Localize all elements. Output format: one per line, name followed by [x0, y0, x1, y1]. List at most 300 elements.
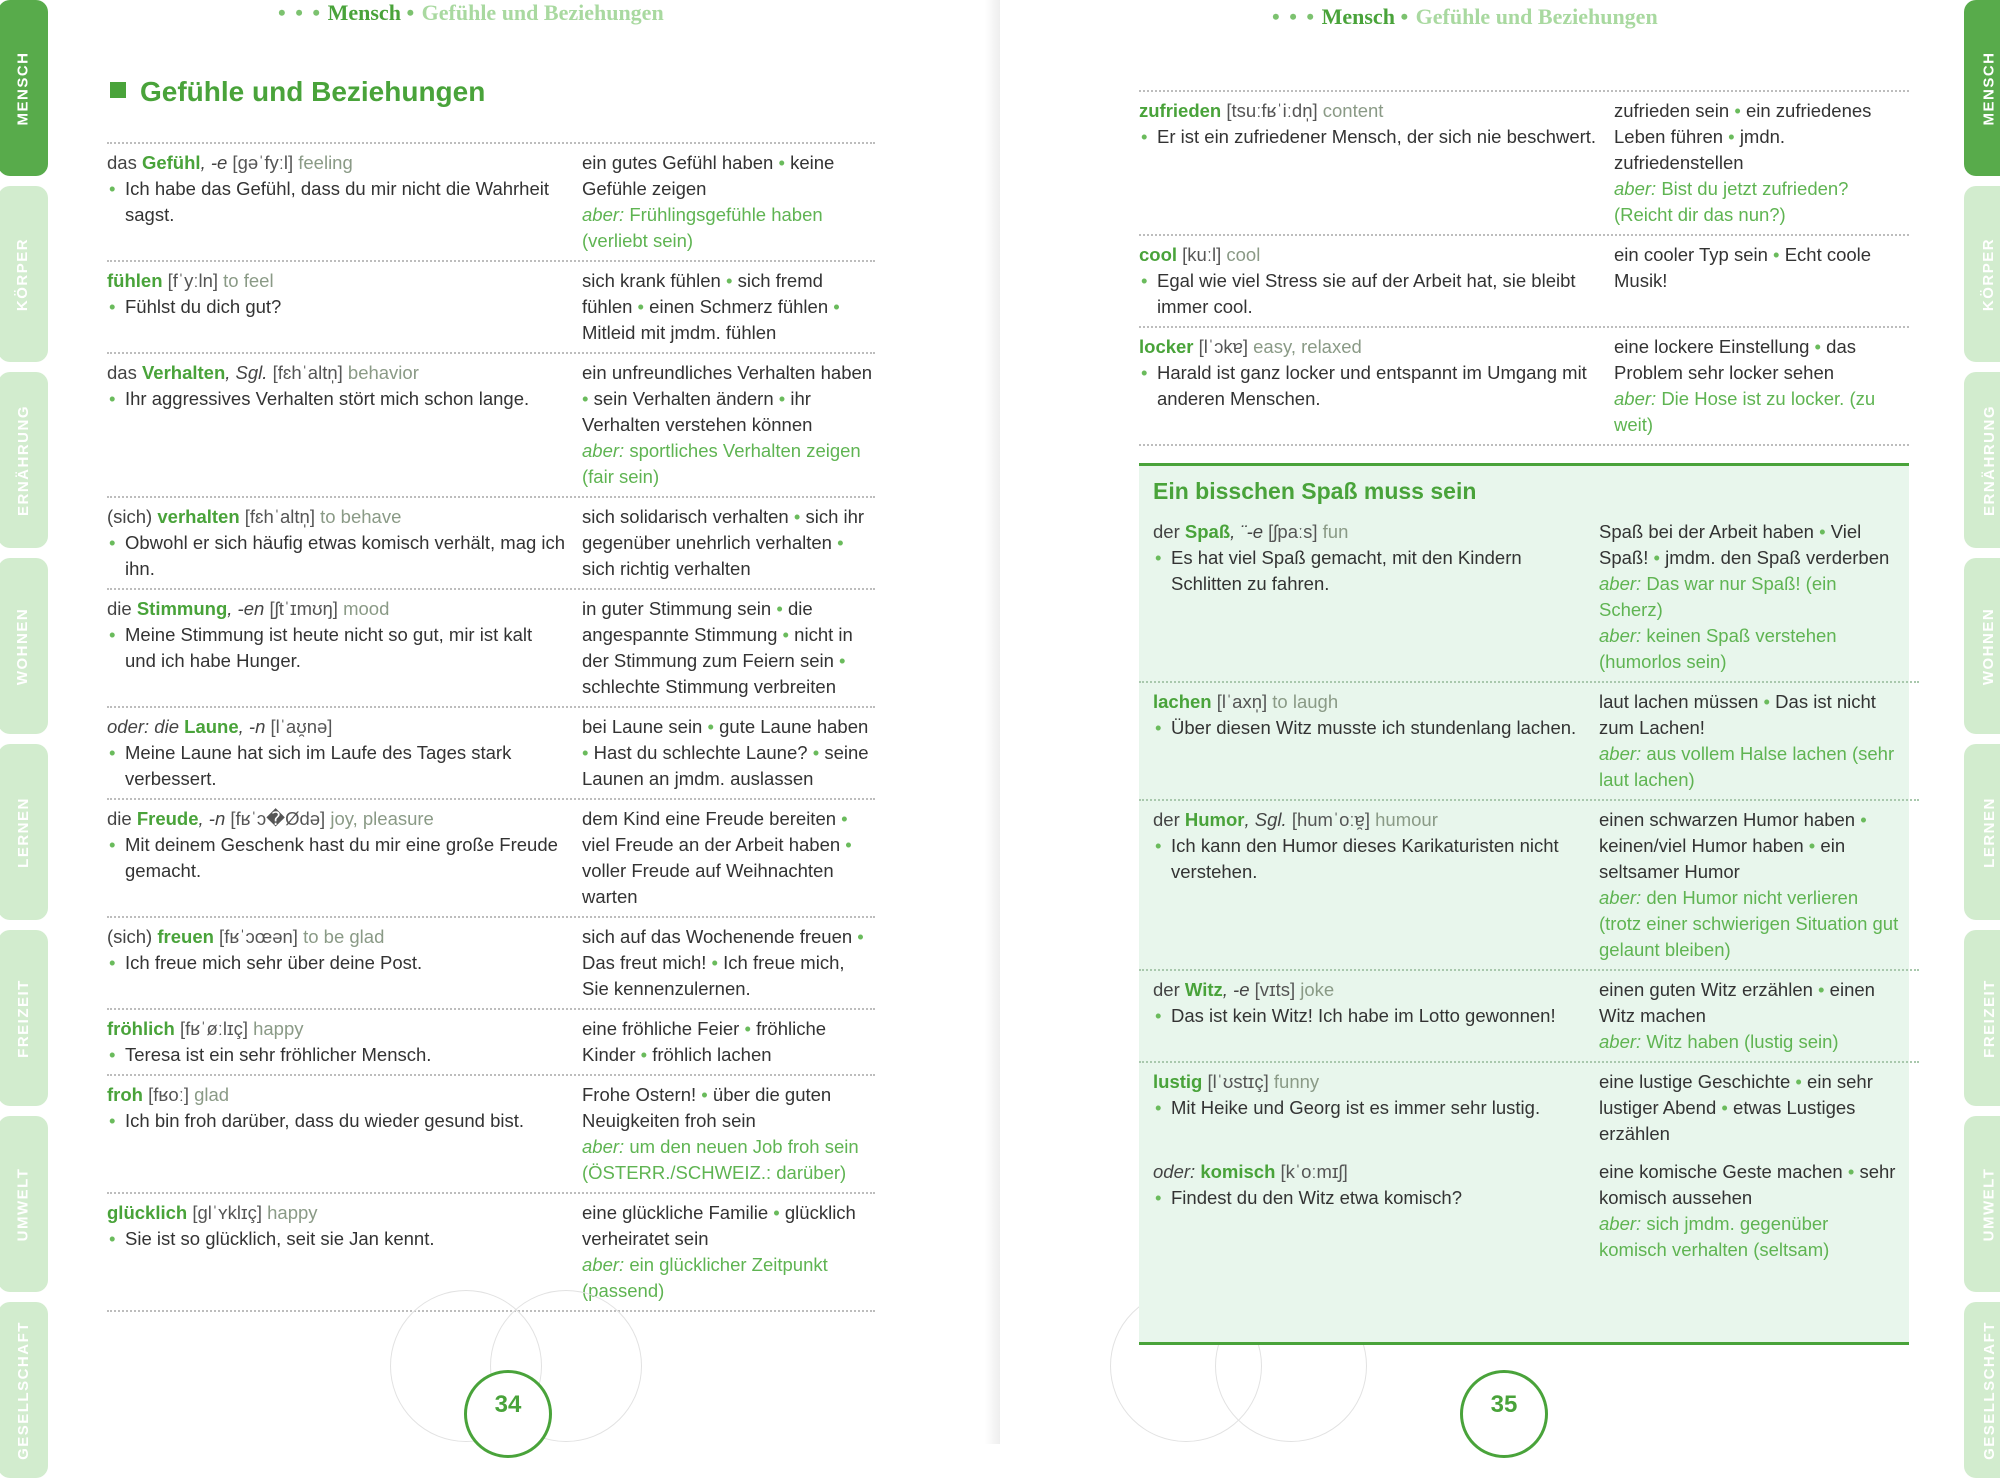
aber-label: aber:: [1614, 178, 1657, 199]
aber-note: [1599, 623, 1899, 675]
entry-headword-line: [1153, 807, 1584, 833]
tab-wohnen-left[interactable]: WOHNEN: [0, 558, 48, 734]
aber-note: [582, 438, 875, 490]
aber-text: um den neuen Job froh sein (ÖSTERR./SCHWEIZ.: darüber): [582, 1136, 859, 1183]
phrase: sich richtig verhalten: [582, 558, 751, 579]
phrase: sich solidarisch verhalten: [582, 506, 789, 527]
entry-headword-line: [107, 268, 567, 294]
translation: happy: [247, 1018, 304, 1039]
headword: Spaß: [1184, 521, 1231, 542]
aber-text: sich jmdm. gegenüber komisch verhalten (seltsam): [1599, 1213, 1830, 1260]
tab-gesellschaft-right[interactable]: GESELLSCHAFT: [1964, 1302, 2000, 1478]
pronunciation: [lˈaʊ̯nə]: [265, 716, 333, 737]
headword: Verhalten: [141, 362, 226, 383]
aber-label: aber:: [1599, 1031, 1642, 1052]
phrase: eine glückliche Familie: [582, 1202, 769, 1223]
phrase: eine lustige Geschichte: [1599, 1071, 1791, 1092]
headword: freuen: [157, 926, 214, 947]
phrase-list: [1599, 977, 1899, 1029]
entry-collocations: [1599, 1159, 1899, 1263]
article: (sich): [107, 506, 158, 527]
vocab-entry: [1139, 801, 1919, 971]
aber-note: [582, 202, 875, 254]
aber-text: Bist du jetzt zufrieden? (Reicht dir das nun?): [1614, 178, 1849, 225]
phrase: einen Schmerz fühlen: [649, 296, 829, 317]
bullet-separator-icon: •: [773, 388, 791, 409]
phrase: ein seltsamer Humor: [1599, 835, 1846, 882]
bullet-separator-icon: •: [706, 952, 724, 973]
phrase: schlechte Stimmung verbreiten: [582, 676, 836, 697]
aber-label: aber:: [1599, 625, 1642, 646]
example-sentence: • Meine Laune hat sich im Laufe des Tages stark verbessert.: [107, 740, 567, 792]
left-page: [0, 0, 1000, 1460]
entry-collocations: [1614, 98, 1907, 228]
phrase-list: [582, 1082, 875, 1134]
phrase: sich fremd fühlen: [582, 270, 823, 317]
example-sentence: • Ich kann den Humor dieses Karikaturisten nicht verstehen.: [1153, 833, 1584, 885]
pronunciation: [fˈyːln]: [162, 270, 219, 291]
bullet-separator-icon: •: [771, 598, 788, 619]
translation: fun: [1317, 521, 1349, 542]
vocab-entry: [107, 1010, 875, 1076]
article: die: [107, 808, 137, 829]
entry-collocations: [582, 360, 875, 490]
bullet-separator-icon: •: [582, 742, 594, 763]
entry-collocations: [582, 596, 875, 700]
article: oder: die: [107, 716, 185, 737]
running-head-left: • • • Mensch • Gefühle und Beziehungen: [278, 0, 664, 25]
bullet-separator-icon: •: [1803, 835, 1821, 856]
section-title: Gefühle und Beziehungen: [110, 76, 485, 108]
phrase: seine Launen an jmdm. auslassen: [582, 742, 869, 789]
translation: to feel: [218, 270, 274, 291]
entry-collocations: [582, 714, 875, 792]
example-sentence: • Egal wie viel Stress sie auf der Arbeit hat, sie bleibt immer cool.: [1139, 268, 1599, 320]
aber-label: aber:: [1599, 573, 1642, 594]
headword: cool: [1139, 244, 1178, 265]
aber-label: aber:: [582, 1254, 625, 1275]
tab-freizeit-left[interactable]: FREIZEIT: [0, 930, 48, 1106]
bullet-separator-icon: •: [1648, 547, 1666, 568]
phrase: Hast du schlechte Laune?: [593, 742, 808, 763]
entry-collocations: [1614, 242, 1907, 320]
example-sentence: • Ich freue mich sehr über deine Post.: [107, 950, 567, 976]
bullet-separator-icon: •: [702, 716, 720, 737]
phrase: eine lockere Einstellung: [1614, 336, 1810, 357]
pronunciation: [ʃpaːs]: [1263, 521, 1318, 542]
aber-label: aber:: [582, 1136, 625, 1157]
headword: glücklich: [107, 1202, 188, 1223]
aber-text: den Humor nicht verlieren (trotz einer schwierigen Situation gut gelaunt bleiben): [1599, 887, 1899, 960]
aber-text: Witz haben (lustig sein): [1646, 1031, 1839, 1052]
entry-collocations: [582, 268, 875, 346]
entry-main: [107, 806, 582, 910]
aber-text: Frühlingsgefühle haben (verliebt sein): [582, 204, 823, 251]
phrase: in guter Stimmung sein: [582, 598, 772, 619]
phrase-list: [1599, 807, 1899, 885]
article: die: [107, 598, 137, 619]
vocab-entry: [107, 708, 875, 800]
example-sentence: • Meine Stimmung ist heute nicht so gut, mir ist kalt und ich habe Hunger.: [107, 622, 567, 674]
entry-main: [107, 714, 582, 792]
phrase: voller Freude auf Weihnachten warten: [582, 860, 834, 907]
pronunciation: [tsuːfʁˈiːdn̩]: [1221, 100, 1318, 121]
example-sentence: • Sie ist so glücklich, seit sie Jan kennt.: [107, 1226, 567, 1252]
fun-vocabulary-box: [1139, 463, 1909, 1345]
grammar-info: , -n: [238, 716, 266, 737]
entry-main: [1139, 807, 1599, 963]
entry-collocations: [582, 150, 875, 254]
translation: glad: [188, 1084, 230, 1105]
entry-headword-line: [1153, 519, 1584, 545]
bullet-separator-icon: •: [852, 926, 864, 947]
bullet-separator-icon: •: [788, 506, 806, 527]
aber-label: aber:: [1599, 887, 1642, 908]
phrase: über die guten Neuigkeiten froh sein: [582, 1084, 832, 1131]
aber-note: [1599, 741, 1899, 793]
pronunciation: [fʁˈɔœən]: [213, 926, 298, 947]
vocab-entry: [1139, 683, 1919, 801]
entry-headword-line: [107, 1200, 567, 1226]
tab-lernen-right[interactable]: LERNEN: [1964, 744, 2000, 920]
vocab-entry: [1139, 513, 1919, 683]
aber-note: [582, 1252, 875, 1304]
phrase: einen schwarzen Humor haben: [1599, 809, 1856, 830]
entry-main: [1139, 977, 1599, 1055]
phrase: sich krank fühlen: [582, 270, 721, 291]
phrase: Das ist nicht zum Lachen!: [1599, 691, 1876, 738]
example-sentence: • Teresa ist ein sehr fröhlicher Mensch.: [107, 1042, 567, 1068]
article: das: [107, 362, 142, 383]
headword: Freude: [136, 808, 199, 829]
pronunciation: [gəˈfyːl]: [227, 152, 294, 173]
vocab-entry: [107, 918, 875, 1010]
headword: verhalten: [157, 506, 240, 527]
phrase: Spaß bei der Arbeit haben: [1599, 521, 1814, 542]
pronunciation: [ʃtˈɪmʊŋ]: [264, 598, 338, 619]
headword: froh: [107, 1084, 143, 1105]
pronunciation: [lˈaxn̩]: [1211, 691, 1268, 712]
entry-main: [107, 924, 582, 1002]
bullet-separator-icon: •: [1855, 809, 1867, 830]
phrase: sich ihr gegenüber unehrlich verhalten: [582, 506, 865, 553]
box-title: Ein bisschen Spaß muss sein: [1153, 478, 1477, 504]
bullet-separator-icon: •: [1809, 336, 1827, 357]
aber-label: aber:: [1599, 743, 1642, 764]
translation: funny: [1268, 1071, 1320, 1092]
aber-label: aber:: [582, 440, 625, 461]
translation: to behave: [314, 506, 402, 527]
tab-mensch-left[interactable]: MENSCH: [0, 0, 48, 176]
entry-headword-line: [107, 806, 567, 832]
bullet-separator-icon: •: [720, 270, 738, 291]
example-sentence: • Es hat viel Spaß gemacht, mit den Kindern Schlitten zu fahren.: [1153, 545, 1584, 597]
tab-ernaehrung-left[interactable]: ERNÄHRUNG: [0, 372, 48, 548]
aber-note: [1599, 1211, 1899, 1263]
aber-text: keinen Spaß verstehen (humorlos sein): [1599, 625, 1837, 672]
example-sentence: • Ich bin froh darüber, dass du wieder gesund bist.: [107, 1108, 567, 1134]
bullet-separator-icon: •: [833, 650, 846, 671]
entry-main: [107, 268, 582, 346]
vocab-entry: [107, 354, 875, 498]
bullet-separator-icon: •: [635, 1044, 653, 1065]
phrase: viel Freude an der Arbeit haben: [582, 834, 841, 855]
phrase: Das freut mich!: [582, 952, 707, 973]
phrase-list: [1599, 1069, 1899, 1147]
phrase: ein zufriedenes Leben führen: [1614, 100, 1872, 147]
entry-main: [1139, 334, 1614, 438]
phrase-list: [582, 1200, 875, 1252]
article: der: [1153, 809, 1185, 830]
phrase: nicht in der Stimmung zum Feiern sein: [582, 624, 853, 671]
phrase: ein gutes Gefühl haben: [582, 152, 774, 173]
tab-umwelt-left[interactable]: UMWELT: [0, 1116, 48, 1292]
entry-collocations: [582, 1200, 875, 1304]
phrase: das Problem sehr locker sehen: [1614, 336, 1856, 383]
bullet-separator-icon: •: [1790, 1071, 1808, 1092]
bullet-separator-icon: •: [1716, 1097, 1734, 1118]
translation: to be glad: [297, 926, 385, 947]
entry-main: [107, 1016, 582, 1068]
tab-koerper-right[interactable]: KÖRPER: [1964, 186, 2000, 362]
bullet-separator-icon: •: [807, 742, 825, 763]
phrase-list: [582, 360, 875, 438]
headword: Stimmung: [136, 598, 228, 619]
grammar-info: , ¨-e: [1230, 521, 1264, 542]
phrase: eine komische Geste machen: [1599, 1161, 1843, 1182]
aber-label: aber:: [1614, 388, 1657, 409]
vocab-entry: [1139, 1063, 1919, 1153]
bullet-separator-icon: •: [1842, 1161, 1860, 1182]
tab-gesellschaft-left[interactable]: GESELLSCHAFT: [0, 1302, 48, 1478]
translation: cool: [1221, 244, 1261, 265]
pronunciation: [humˈoːɐ̯]: [1286, 809, 1370, 830]
article: (sich): [107, 926, 158, 947]
phrase: bei Laune sein: [582, 716, 703, 737]
phrase-list: [582, 150, 875, 202]
example-sentence: • Ich habe das Gefühl, dass du mir nicht die Wahrheit sagst.: [107, 176, 567, 228]
bullet-separator-icon: •: [1723, 126, 1740, 147]
headword: Humor: [1184, 809, 1245, 830]
bullet-separator-icon: •: [828, 296, 840, 317]
phrase-list: [1614, 334, 1907, 386]
entry-collocations: [582, 1016, 875, 1068]
aber-label: aber:: [582, 204, 625, 225]
phrase-list: [1599, 689, 1899, 741]
entry-headword-line: [107, 596, 567, 622]
example-sentence: • Das ist kein Witz! Ich habe im Lotto gewonnen!: [1153, 1003, 1584, 1029]
article: das: [107, 152, 142, 173]
vocab-entry: [1139, 1153, 1919, 1269]
article: der: [1153, 979, 1185, 1000]
translation: easy, relaxed: [1248, 336, 1362, 357]
bullet-separator-icon: •: [773, 152, 791, 173]
tab-wohnen-right[interactable]: WOHNEN: [1964, 558, 2000, 734]
aber-text: aus vollem Halse lachen (sehr laut lachen): [1599, 743, 1895, 790]
phrase: jmdm. den Spaß verderben: [1665, 547, 1890, 568]
phrase-list: [1614, 242, 1907, 294]
pronunciation: [fʁˈøːlɪç]: [174, 1018, 248, 1039]
headword: fröhlich: [107, 1018, 175, 1039]
phrase: die angespannte Stimmung: [582, 598, 813, 645]
phrase: keine Gefühle zeigen: [582, 152, 835, 199]
example-sentence: • Findest du den Witz etwa komisch?: [1153, 1185, 1584, 1211]
vocab-entry: [1139, 92, 1909, 236]
example-sentence: • Mit Heike und Georg ist es immer sehr lustig.: [1153, 1095, 1584, 1121]
tab-mensch-right[interactable]: MENSCH: [1964, 0, 2000, 176]
aber-text: sportliches Verhalten zeigen (fair sein): [582, 440, 861, 487]
bullet-separator-icon: •: [831, 532, 844, 553]
tab-ernaehrung-right[interactable]: ERNÄHRUNG: [1964, 372, 2000, 548]
headword: fühlen: [107, 270, 163, 291]
pronunciation: [lˈɔkɐ]: [1193, 336, 1248, 357]
grammar-info: , -e: [1222, 979, 1250, 1000]
entry-main: [1139, 1159, 1599, 1263]
phrase: jmdn. zufriedenstellen: [1614, 126, 1786, 173]
left-entry-list: [107, 142, 875, 1312]
example-sentence: • Ihr aggressives Verhalten stört mich schon lange.: [107, 386, 567, 412]
entry-collocations: [1599, 689, 1899, 793]
phrase: Echt coole Musik!: [1614, 244, 1872, 291]
headword: Witz: [1184, 979, 1223, 1000]
aber-text: Das war nur Spaß! (ein Scherz): [1599, 573, 1837, 620]
entry-collocations: [1614, 334, 1907, 438]
left-thumb-tabs: [0, 0, 50, 1460]
entry-headword-line: [107, 1082, 567, 1108]
page-number-left: 34: [464, 1370, 552, 1458]
entry-headword-line: [107, 504, 567, 530]
phrase: etwas Lustiges erzählen: [1599, 1097, 1856, 1144]
article: der: [1153, 521, 1185, 542]
phrase: sich auf das Wochenende freuen: [582, 926, 853, 947]
phrase-list: [582, 596, 875, 700]
vocab-entry: [1139, 971, 1919, 1063]
vocab-entry: [107, 144, 875, 262]
aber-note: [1614, 176, 1907, 228]
right-thumb-tabs: [1952, 0, 2000, 1460]
bullet-separator-icon: •: [836, 808, 848, 829]
vocab-entry: [107, 498, 875, 590]
grammar-info: , -en: [227, 598, 265, 619]
entry-main: [107, 504, 582, 582]
entry-main: [107, 150, 582, 254]
tab-lernen-left[interactable]: LERNEN: [0, 744, 48, 920]
entry-collocations: [582, 504, 875, 582]
running-head-right: • • • Mensch • Gefühle und Beziehungen: [1272, 4, 1658, 29]
phrase: Frohe Ostern!: [582, 1084, 697, 1105]
entry-collocations: [582, 806, 875, 910]
vocab-entry: [107, 590, 875, 708]
aber-note: [1599, 1029, 1899, 1055]
phrase-list: [582, 1016, 875, 1068]
phrase-list: [1614, 98, 1907, 176]
phrase: Viel Spaß!: [1599, 521, 1862, 568]
phrase-list: [582, 806, 875, 910]
phrase: ein sehr lustiger Abend: [1599, 1071, 1873, 1118]
translation: joke: [1295, 979, 1335, 1000]
entry-collocations: [1599, 977, 1899, 1055]
headword: zufrieden: [1139, 100, 1222, 121]
aber-text: Die Hose ist zu locker. (zu weit): [1614, 388, 1876, 435]
vocab-entry: [1139, 236, 1909, 328]
entry-main: [107, 1200, 582, 1304]
vocab-entry: [107, 800, 875, 918]
headword: lustig: [1153, 1071, 1203, 1092]
pronunciation: [lˈʊstɪç]: [1202, 1071, 1269, 1092]
right-entry-list: [1139, 90, 1909, 446]
entry-collocations: [1599, 807, 1899, 963]
bullet-separator-icon: •: [1758, 691, 1776, 712]
tab-umwelt-right[interactable]: UMWELT: [1964, 1116, 2000, 1292]
translation: humour: [1369, 809, 1438, 830]
phrase: Mitleid mit jmdm. fühlen: [582, 322, 777, 343]
entry-headword-line: [1153, 1159, 1584, 1185]
vocab-entry: [107, 262, 875, 354]
pronunciation: [fɛhˈaltn̩]: [267, 362, 343, 383]
entry-headword-line: [1153, 689, 1584, 715]
phrase: ihr Verhalten verstehen können: [582, 388, 813, 435]
phrase: dem Kind eine Freude bereiten: [582, 808, 837, 829]
phrase-list: [1599, 1159, 1899, 1211]
example-sentence: • Mit deinem Geschenk hast du mir eine große Freude gemacht.: [107, 832, 567, 884]
tab-freizeit-right[interactable]: FREIZEIT: [1964, 930, 2000, 1106]
aber-note: [1614, 386, 1907, 438]
example-sentence: • Fühlst du dich gut?: [107, 294, 567, 320]
entry-main: [107, 360, 582, 490]
entry-headword-line: [1139, 242, 1599, 268]
phrase: fröhlich lachen: [652, 1044, 772, 1065]
entry-headword-line: [1153, 1069, 1584, 1095]
grammar-info: , -e: [200, 152, 228, 173]
entry-headword-line: [107, 360, 567, 386]
translation: happy: [262, 1202, 318, 1223]
phrase-list: [582, 504, 875, 582]
entry-headword-line: [1139, 334, 1599, 360]
entry-collocations: [1599, 1069, 1899, 1147]
entry-headword-line: [107, 714, 567, 740]
bullet-separator-icon: •: [840, 834, 852, 855]
bullet-separator-icon: •: [1813, 521, 1831, 542]
phrase: Ich freue mich, Sie kennenzulernen.: [582, 952, 845, 999]
entry-main: [1139, 98, 1614, 228]
pronunciation: [vɪts]: [1249, 979, 1296, 1000]
translation: joy, pleasure: [325, 808, 434, 829]
headword: lachen: [1153, 691, 1212, 712]
entry-headword-line: [1139, 98, 1599, 124]
phrase: gute Laune haben: [719, 716, 869, 737]
vocab-entry: [107, 1076, 875, 1194]
phrase: eine fröhliche Feier: [582, 1018, 740, 1039]
example-sentence: • Obwohl er sich häufig etwas komisch verhält, mag ich ihn.: [107, 530, 567, 582]
example-sentence: • Er ist ein zufriedener Mensch, der sich nie beschwert.: [1139, 124, 1599, 150]
bullet-separator-icon: •: [632, 296, 650, 317]
phrase: ein unfreundliches Verhalten haben: [582, 362, 873, 383]
bullet-separator-icon: •: [777, 624, 795, 645]
entry-headword-line: [107, 924, 567, 950]
pronunciation: [kˈoːmɪʃ]: [1275, 1161, 1348, 1182]
phrase: sehr komisch aussehen: [1599, 1161, 1896, 1208]
example-sentence: • Harald ist ganz locker und entspannt im Umgang mit anderen Menschen.: [1139, 360, 1599, 412]
entry-main: [107, 596, 582, 700]
headword: Gefühl: [141, 152, 201, 173]
grammar-info: , -n: [198, 808, 226, 829]
tab-koerper-left[interactable]: KÖRPER: [0, 186, 48, 362]
pronunciation: [kuːl]: [1177, 244, 1222, 265]
vocab-entry: [1139, 328, 1909, 446]
phrase-list: [582, 924, 875, 1002]
translation: to laugh: [1267, 691, 1339, 712]
entry-main: [1139, 519, 1599, 675]
